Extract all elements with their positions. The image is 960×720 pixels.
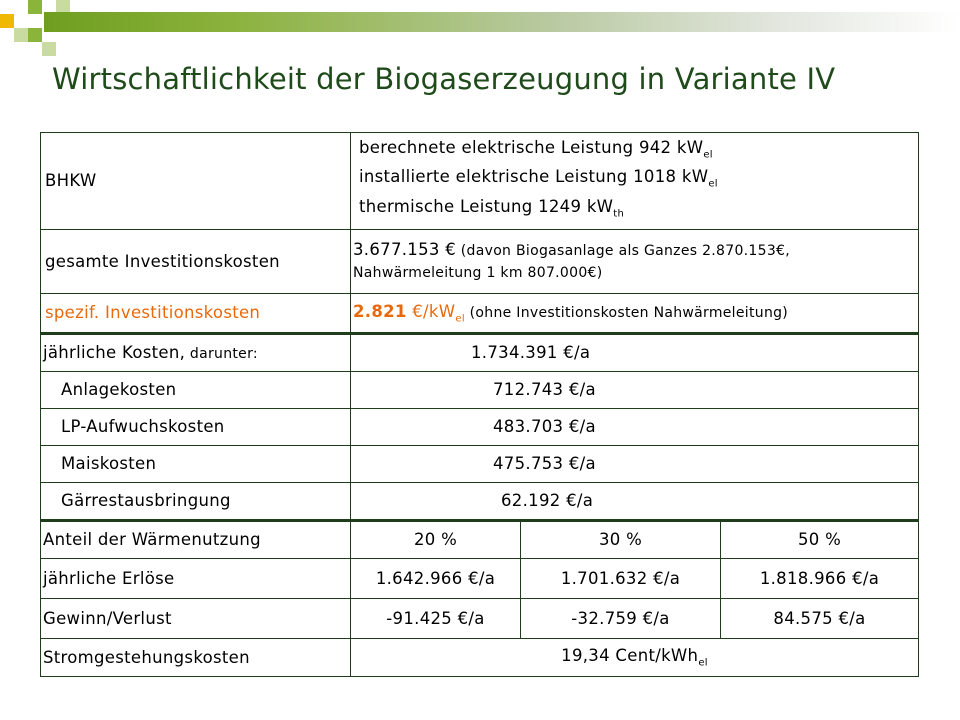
- specific-investment-note: (ohne Investitionskosten Nahwärmeleitung): [464, 304, 789, 321]
- cost-item-value: 483.703 €/a: [351, 408, 919, 445]
- heat-use-value: 20 %: [351, 520, 521, 558]
- profit-value: -91.425 €/a: [351, 598, 521, 638]
- cost-item-label: Maiskosten: [41, 445, 351, 482]
- heat-use-value: 50 %: [721, 520, 919, 558]
- investment-label: gesamte Investitionskosten: [41, 229, 351, 293]
- table-row-annual-costs: [41, 333, 919, 371]
- bhkw-line-calculated-power: berechnete elektrische Leistung 942 $kW_{el}$: [359, 138, 713, 161]
- cost-item-label: LP-Aufwuchskosten: [41, 408, 351, 445]
- electricity-cost-label: Stromgestehungskosten: [41, 638, 351, 676]
- annual-costs-label: jährliche Kosten, darunter:: [41, 333, 351, 371]
- decor-square: [14, 28, 28, 42]
- decor-square: [28, 0, 42, 14]
- table-row-heat-use: [41, 520, 919, 558]
- investment-line-1: [353, 239, 914, 262]
- header-gradient-bar: [44, 12, 960, 32]
- specific-investment-number: 2.821: [353, 301, 407, 321]
- investment-line-2: Nahwärmeleitung 1 km 807.000€): [353, 264, 603, 281]
- table-row-cost-item: [41, 445, 919, 482]
- table-row-cost-item: [41, 408, 919, 445]
- cost-item-value: 712.743 €/a: [351, 371, 919, 408]
- specific-investment-value-cell: 2.821 $€/kW_{el}$ (ohne Investitionskosten Nahwärmeleitung): [351, 293, 919, 333]
- table-row-cost-item: [41, 371, 919, 408]
- table-row-investment: [41, 229, 919, 293]
- table-row-bhkw: [41, 133, 919, 230]
- revenues-value: 1.701.632 €/a: [521, 558, 721, 598]
- bhkw-details: [351, 133, 919, 230]
- table-row-profit: [41, 598, 919, 638]
- cost-item-value: 475.753 €/a: [351, 445, 919, 482]
- page-title: Wirtschaftlichkeit der Biogaserzeugung in Variante IV: [52, 62, 836, 96]
- electricity-cost-value: 19,34 Cent/kWh$_{el}$: [351, 638, 919, 676]
- revenues-value: 1.642.966 €/a: [351, 558, 521, 598]
- bhkw-label: BHKW: [41, 133, 351, 230]
- table-row-electricity-cost: [41, 638, 919, 676]
- annual-costs-value: 1.734.391 €/a: [351, 333, 919, 371]
- specific-investment-label: spezif. Investitionskosten: [41, 293, 351, 333]
- economics-table: [40, 132, 919, 677]
- bhkw-line-installed-power: installierte elektrische Leistung 1018 $kW_{el}$: [359, 167, 718, 190]
- specific-investment-unit: €/kW: [406, 301, 456, 321]
- heat-use-label: Anteil der Wärmenutzung: [41, 520, 351, 558]
- profit-value: -32.759 €/a: [521, 598, 721, 638]
- cost-item-value: 62.192 €/a: [351, 482, 919, 520]
- decor-square: [42, 42, 56, 56]
- cost-item-label: Gärrestausbringung: [41, 482, 351, 520]
- revenues-label: jährliche Erlöse: [41, 558, 351, 598]
- decor-square: [28, 28, 42, 42]
- table-row-cost-item: [41, 482, 919, 520]
- table-row-specific-investment: [41, 293, 919, 333]
- heat-use-value: 30 %: [521, 520, 721, 558]
- cost-item-label: Anlagekosten: [41, 371, 351, 408]
- revenues-value: 1.818.966 €/a: [721, 558, 919, 598]
- profit-label: Gewinn/Verlust: [41, 598, 351, 638]
- bhkw-line-thermal-power: thermische Leistung 1249 $kW_{th}$: [359, 196, 625, 219]
- profit-value: 84.575 €/a: [721, 598, 919, 638]
- investment-value: 3.677.153 €: [353, 239, 457, 259]
- table-row-revenues: [41, 558, 919, 598]
- investment-note: (davon Biogasanlage als Ganzes 2.870.153€,: [456, 242, 791, 259]
- decor-square: [0, 14, 14, 28]
- investment-value-cell: [351, 229, 919, 293]
